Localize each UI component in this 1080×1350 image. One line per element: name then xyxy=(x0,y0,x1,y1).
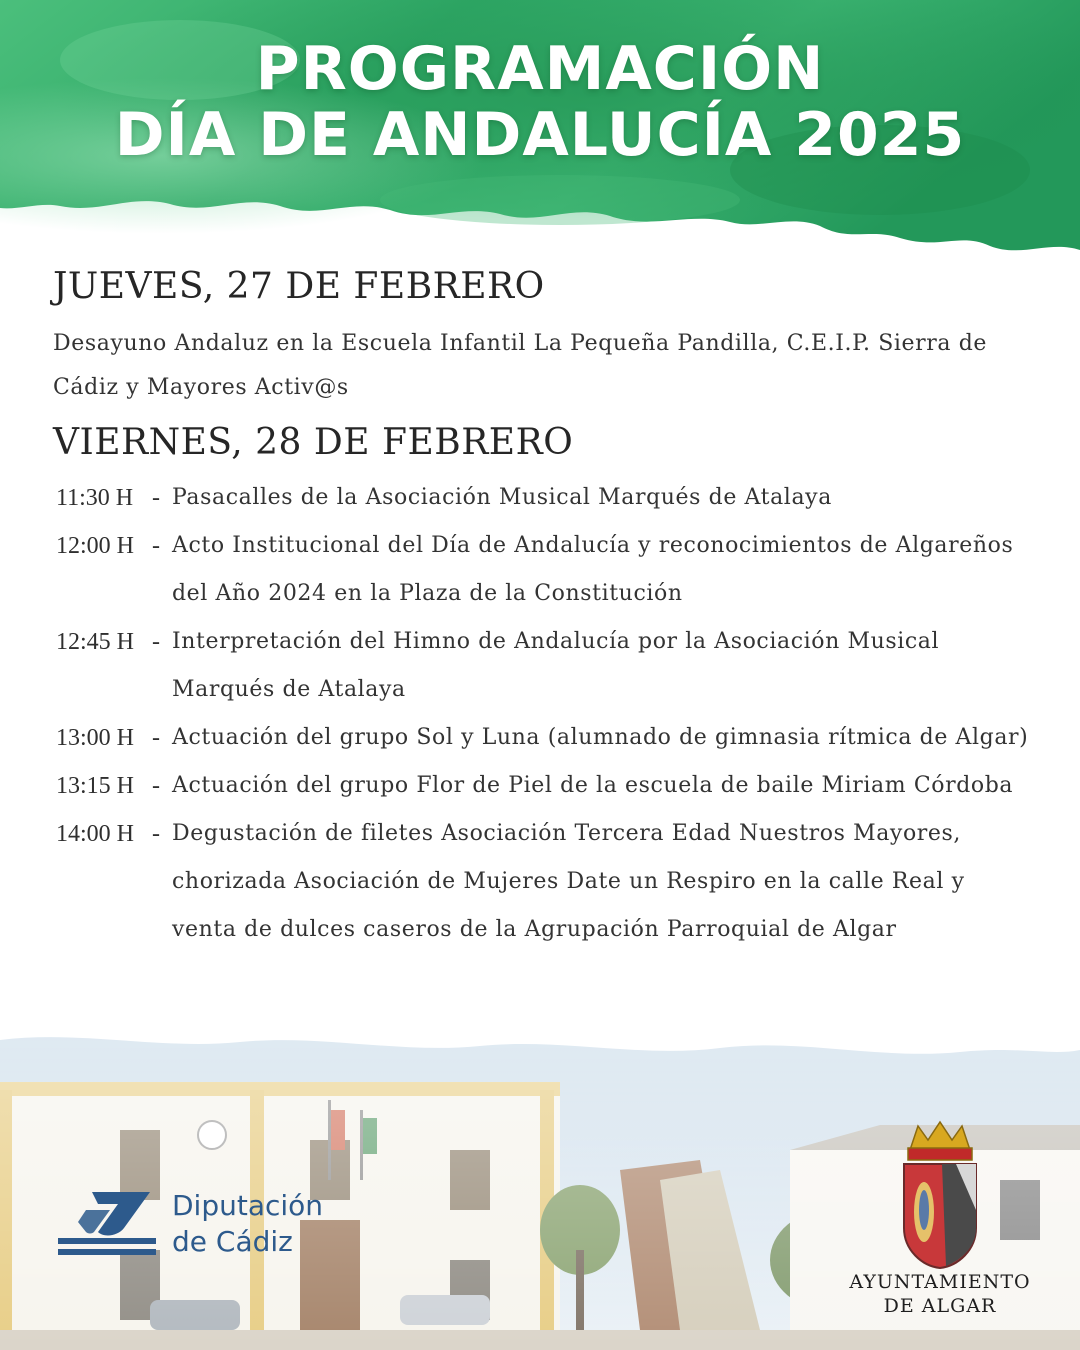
day2-heading: VIERNES, 28 DE FEBRERO xyxy=(53,422,574,463)
event-description: Acto Institucional del Día de Andalucía y reconocimientos de Algareños del Año 2024 en la Plaza de la Constitución xyxy=(172,533,1014,606)
day1-heading: JUEVES, 27 DE FEBRERO xyxy=(53,266,545,307)
schedule-item xyxy=(56,474,1056,522)
event-description: Pasacalles de la Asociación Musical Marqués de Atalaya xyxy=(172,485,832,510)
event-time: 12:00 H xyxy=(56,533,134,559)
ayuntamiento-name xyxy=(830,1270,1050,1318)
event-time: 13:00 H xyxy=(56,725,134,751)
event-time: 12:45 H xyxy=(56,629,134,655)
event-dash: - xyxy=(152,725,160,751)
ayuntamiento-algar-logo xyxy=(830,1120,1050,1330)
day1-description: Desayuno Andaluz en la Escuela Infantil La Pequeña Pandilla, C.E.I.P. Sierra de Cádiz y Mayores Activ@s xyxy=(53,331,988,400)
event-description: Degustación de filetes Asociación Tercera Edad Nuestros Mayores, chorizada Asociación de Mujeres Date un Respiro en la calle Real y venta de dulces caseros de la Agrupación Parroquial de Algar xyxy=(172,821,965,942)
diputacion-name xyxy=(172,1188,323,1260)
schedule-item xyxy=(56,762,1056,810)
event-description: Actuación del grupo Flor de Piel de la escuela de baile Miriam Córdoba xyxy=(172,773,1014,798)
ayuntamiento-line-1: AYUNTAMIENTO xyxy=(849,1271,1031,1293)
schedule-item xyxy=(56,714,1056,762)
schedule-item xyxy=(56,618,1056,714)
event-description: Interpretación del Himno de Andalucía por la Asociación Musical Marqués de Atalaya xyxy=(172,629,940,702)
event-dash: - xyxy=(152,533,160,559)
page-title xyxy=(0,36,1080,168)
diputacion-line-2: de Cádiz xyxy=(172,1225,293,1258)
event-dash: - xyxy=(152,821,160,847)
diputacion-line-1: Diputación xyxy=(172,1189,324,1222)
event-dash: - xyxy=(152,485,160,511)
event-dash: - xyxy=(152,773,160,799)
schedule-item xyxy=(56,810,1056,954)
event-time: 11:30 H xyxy=(56,485,134,511)
title-line-2: DÍA DE ANDALUCÍA 2025 xyxy=(114,100,966,170)
diputacion-emblem-icon xyxy=(58,1188,158,1260)
schedule-item xyxy=(56,522,1056,618)
event-dash: - xyxy=(152,629,160,655)
diputacion-cadiz-logo xyxy=(58,1188,338,1268)
event-description: Actuación del grupo Sol y Luna (alumnado de gimnasia rítmica de Algar) xyxy=(172,725,1029,750)
event-time: 14:00 H xyxy=(56,821,134,847)
coat-of-arms-icon xyxy=(900,1120,980,1270)
event-time: 13:15 H xyxy=(56,773,134,799)
title-line-1: PROGRAMACIÓN xyxy=(255,34,825,104)
schedule-list xyxy=(56,474,1056,954)
ayuntamiento-line-2: DE ALGAR xyxy=(883,1295,997,1317)
